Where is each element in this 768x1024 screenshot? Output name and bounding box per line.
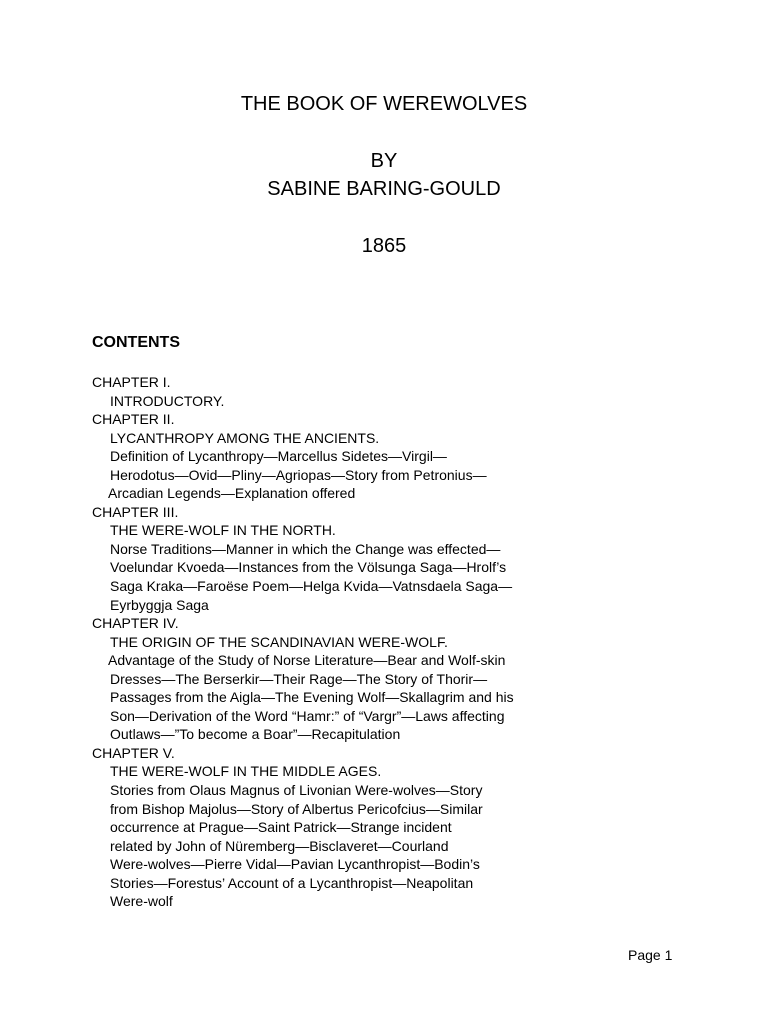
chapter-summary-line: Norse Traditions—Manner in which the Change was effected—: [110, 540, 501, 557]
book-title: THE BOOK OF WEREWOLVES: [240, 93, 528, 115]
chapter-label: CHAPTER V.: [92, 744, 175, 761]
chapter-summary-line: Passages from the Aigla—The Evening Wolf—Skallagrim and his: [110, 689, 514, 706]
chapter-summary-line: Saga Kraka—Faroëse Poem—Helga Kvida—Vatnsdaela Saga—: [110, 578, 513, 595]
chapter-summary-line: occurrence at Prague—Saint Patrick—Strange incident: [110, 819, 452, 836]
publication-year: 1865: [361, 235, 407, 257]
chapter-summary-line: Herodotus—Ovid—Pliny—Agriopas—Story from Petronius—: [110, 466, 487, 483]
author-name: SABINE BARING-GOULD: [267, 178, 501, 200]
chapter-summary-line: Advantage of the Study of Norse Literature—Bear and Wolf-skin: [108, 652, 506, 669]
chapter-title: INTRODUCTORY.: [110, 392, 225, 409]
page-number: Page 1: [628, 947, 673, 963]
chapter-label: CHAPTER IV.: [92, 615, 179, 632]
chapter-summary-line: Arcadian Legends—Explanation offered: [108, 485, 356, 502]
chapter-title: LYCANTHROPY AMONG THE ANCIENTS.: [110, 429, 380, 446]
chapter-summary-line: Voelundar Kvoeda—Instances from the Völsunga Saga—Hrolf’s: [110, 559, 507, 576]
chapter-title: THE ORIGIN OF THE SCANDINAVIAN WERE-WOLF.: [110, 633, 448, 650]
chapter-summary-line: Stories from Olaus Magnus of Livonian Were-wolves—Story: [110, 782, 483, 799]
chapter-summary-line: Were-wolves—Pierre Vidal—Pavian Lycanthropist—Bodin’s: [110, 856, 480, 873]
chapter-summary-line: Son—Derivation of the Word “Hamr:” of “Vargr”—Laws affecting: [110, 707, 505, 724]
chapter-summary-line: Were-wolf: [110, 893, 173, 910]
chapter-title: THE WERE-WOLF IN THE NORTH.: [110, 522, 336, 539]
chapter-label: CHAPTER II.: [92, 411, 175, 428]
table-of-contents: [92, 373, 652, 911]
chapter-summary-line: Stories—Forestus’ Account of a Lycanthropist—Neapolitan: [110, 874, 474, 891]
chapter-summary-line: Outlaws—”To become a Boar”—Recapitulation: [110, 726, 401, 743]
chapter-summary-line: from Bishop Majolus—Story of Albertus Pericofcius—Similar: [110, 800, 483, 817]
by-line: BY: [370, 150, 398, 172]
chapter-summary-line: Dresses—The Berserkir—Their Rage—The Story of Thorir—: [110, 670, 488, 687]
chapter-summary-line: Eyrbyggja Saga: [110, 596, 209, 613]
chapter-summary-line: Definition of Lycanthropy—Marcellus Sidetes—Virgil—: [110, 448, 447, 465]
chapter-summary-line: related by John of Nüremberg—Bisclaveret—Courland: [110, 837, 449, 854]
chapter-label: CHAPTER III.: [92, 503, 179, 520]
contents-heading: CONTENTS: [92, 334, 180, 351]
chapter-label: CHAPTER I.: [92, 374, 171, 390]
chapter-title: THE WERE-WOLF IN THE MIDDLE AGES.: [110, 763, 382, 780]
